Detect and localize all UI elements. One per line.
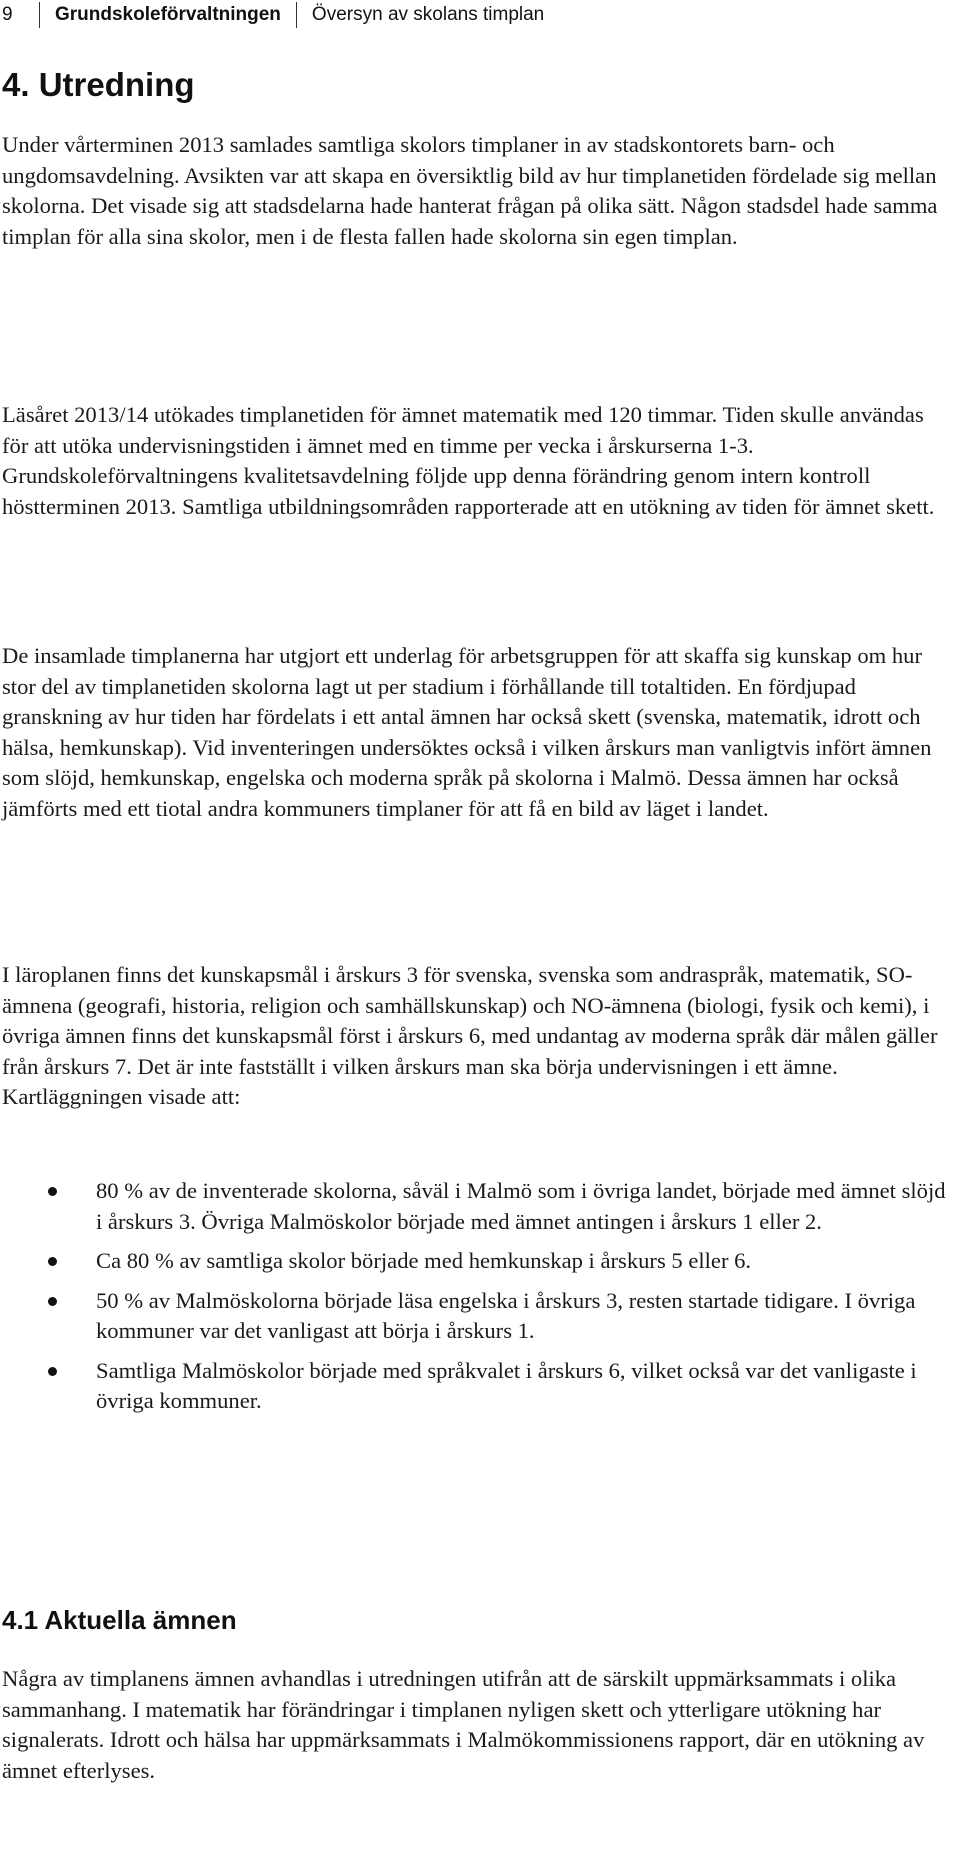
header-department: Grundskoleförvaltningen	[55, 4, 281, 25]
section-heading: 4. Utredning	[2, 66, 195, 103]
page-header	[2, 0, 544, 30]
list-item	[2, 1356, 952, 1417]
paragraph-mathematics: Läsåret 2013/14 utökades timplanetiden för ämnet matematik med 120 timmar. Tiden skulle användas för att utöka undervisningstiden i ämnet med en timme per vecka i årskurserna 1-3. Grundskoleförvaltningens kvalitetsavdelning följde upp denna förändring genom intern kontroll höstterminen 2013. Samtliga utbildningsområden rapporterade att en utökning av tiden för ämnet skett.	[2, 402, 935, 519]
header-divider	[39, 2, 40, 28]
list-item	[2, 1246, 952, 1277]
paragraph-intro: Under vårterminen 2013 samlades samtliga skolors timplaner in av stadskontorets barn- och ungdomsavdelning. Avsikten var att skapa en översiktlig bild av hur timplanetiden fördelade sig mellan skolorna. Det visade sig att stadsdelarna hade hanterat frågan på olika sätt. Någon stadsdel hade samma timplan för alla sina skolor, men i de flesta fallen hade skolorna sin egen timplan.	[2, 132, 938, 249]
bullet-icon	[48, 1297, 57, 1306]
paragraph-timetables: De insamlade timplanerna har utgjort ett underlag för arbetsgruppen för att skaffa sig kunskap om hur stor del av timplanetiden skolorna lagt ut per stadium i förhållande till totaltiden. En fördjupad granskning av hur tiden har fördelats i ett antal ämnen har också skett (svenska, matematik, idrott och hälsa, hemkunskap). Vid inventeringen undersöktes också i vilken årskurs man vanligtvis infört ämnen som slöjd, hemkunskap, engelska och moderna språk på skolorna i Malmö. Dessa ämnen har också jämförts med ett tiotal andra kommuners timplaner för att få en bild av läget i landet.	[2, 643, 932, 821]
findings-list	[2, 1176, 952, 1426]
list-item-text: 80 % av de inventerade skolorna, såväl i Malmö som i övriga landet, började med ämnet slöjd i årskurs 3. Övriga Malmöskolor började med ämnet antingen i årskurs 1 eller 2.	[96, 1178, 946, 1234]
bullet-icon	[48, 1187, 57, 1196]
list-item-text: 50 % av Malmöskolorna började läsa engelska i årskurs 3, resten startade tidigare. I övriga kommuner var det vanligast att börja i årskurs 1.	[96, 1287, 916, 1343]
paragraph-curriculum: I läroplanen finns det kunskapsmål i årskurs 3 för svenska, svenska som andraspråk, matematik, SO-ämnena (geografi, historia, religion och samhällskunskap) och NO-ämnena (biologi, fysik och kemi), i övriga ämnen finns det kunskapsmål först i årskurs 6, med undantag av moderna språk där målen gäller från årskurs 7. Det är inte fastställt i vilken årskurs man ska börja undervisningen i ett ämne. Kartläggningen visade att:	[2, 962, 938, 1109]
bullet-icon	[48, 1367, 57, 1376]
list-item	[2, 1286, 952, 1347]
subsection-heading: 4.1 Aktuella ämnen	[2, 1605, 237, 1635]
list-item-text: Ca 80 % av samtliga skolor började med hemkunskap i årskurs 5 eller 6.	[96, 1248, 752, 1273]
header-document-title: Översyn av skolans timplan	[311, 4, 545, 25]
paragraph-current-subjects: Några av timplanens ämnen avhandlas i utredningen utifrån att de särskilt uppmärksammats i olika sammanhang. I matematik har förändringar i timplanen nyligen skett och ytterligare utökning har signalerats. Idrott och hälsa har uppmärksammats i Malmökommissionens rapport, där en utökning av ämnet efterlyses.	[2, 1666, 925, 1783]
page-number: 9	[2, 4, 13, 25]
header-divider	[296, 2, 297, 28]
list-item-text: Samtliga Malmöskolor började med språkvalet i årskurs 6, vilket också var det vanligaste i övriga kommuner.	[96, 1357, 917, 1413]
bullet-icon	[48, 1257, 57, 1266]
list-item	[2, 1176, 952, 1237]
